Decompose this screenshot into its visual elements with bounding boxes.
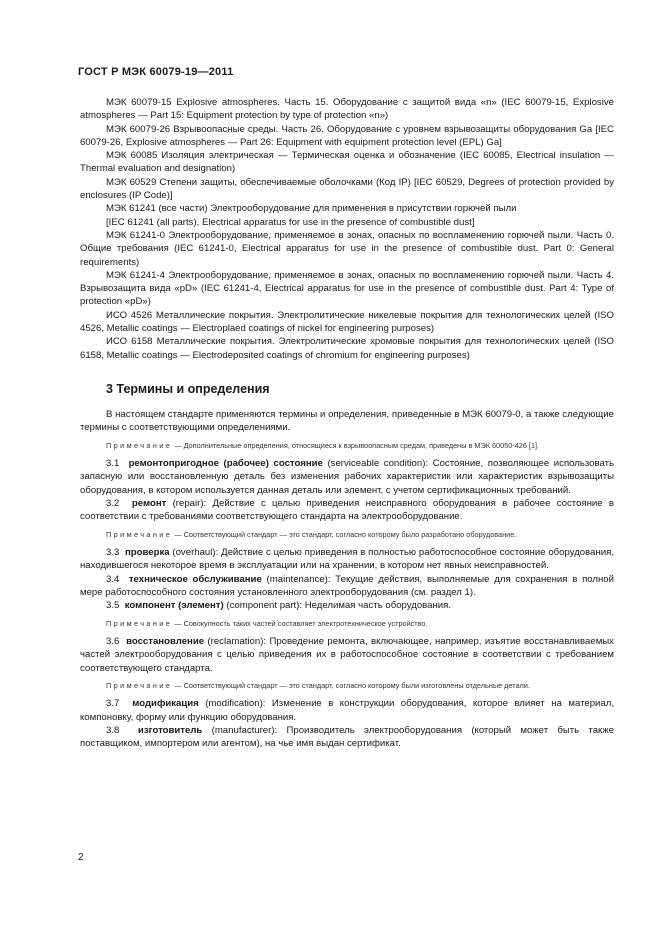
reference-iec-60529: МЭК 60529 Степени защиты, обеспечиваемые оболочками (Код IP) [IEC 60529, Degrees of protection provided by enclosures (IP Code)] [80, 176, 614, 202]
term-3-7: 3.7 модификация (modification): Изменение в конструкции оборудования, которое влияет на материал, компоновку, форму или функцию оборудования. [80, 698, 614, 723]
term-3-3: 3.3 проверка (overhaul): Действие с целью приведения в полностью работоспособное состояние оборудования, находившегося некоторое время в эксплуатации или на хранении, в котором нет явных неисправностей. [80, 547, 614, 572]
term-3-8-title: изготовитель [137, 724, 203, 736]
page-number: 2 [78, 852, 84, 863]
reference-iec-60079-26: МЭК 60079-26 Взрывоопасные среды. Часть 26. Оборудование с уровнем взрывозащиты оборудования Ga [IEC 60079-26, Explosive atmospheres — Part 26: Equipment with equipment protection level (EPL) Ga] [80, 123, 614, 148]
section-intro: В настоящем стандарте применяются термины и определения, приведенные в МЭК 60079-0, а также следующие термины с соответствующими определениями. [80, 408, 614, 434]
reference-iso-4526: ИСО 4526 Металлические покрытия. Электролитические никелевые покрытия для технологических целей (ISO 4526, Metallic coatings — Electroplaed coatings of nickel for engineering purposes) [80, 309, 614, 335]
term-3-5: 3.5 компонент (элемент) (component part): Неделимая часть оборудования. [106, 600, 452, 612]
reference-iec-60079-15: МЭК 60079-15 Explosive atmospheres. Часть 15. Оборудование с защитой вида «n» (IEC 60079-15, Explosive atmospheres — Part 15: Equipment protection by type of protection «n») [80, 97, 614, 122]
term-3-4: 3.4 техническое обслуживание (maintenance): Текущие действия, выполняемые для сохранения в полной мере работоспособного состояния установленного электрооборудования (см. раздел 1). [80, 573, 614, 598]
reference-iec-61241: МЭК 61241 (все части) Электрооборудование для применения в присутствии горючей пыли [106, 203, 517, 215]
reference-iec-60085: МЭК 60085 Изоляция электрическая — Термическая оценка и обозначение (IEC 60085, Electrical insulation — Thermal evaluation and designation) [80, 150, 614, 175]
term-3-6-title: восстановление [126, 636, 205, 647]
section-heading: 3 Термины и определения [106, 381, 270, 396]
note-3-2: Примечание — Соответствующий стандарт — это стандарт, согласно которому было разработано оборудование. [106, 529, 517, 539]
reference-iec-61241-4: МЭК 61241-4 Электрооборудование, применяемое в зонах, опасных по воспламенению горючей пыли. Часть 4. Взрывозащита вида «pD» (IEC 61241-4, Electrical apparatus for use in the presence of combustible dust. Part 4: Type of protection «pD») [80, 269, 614, 308]
note-intro: Примечание — Дополнительные определения, относящиеся к взрывоопасным средам, приведены в МЭК 60050-426 [1]. [106, 440, 540, 450]
term-3-5-title: компонент (элемент) [124, 600, 224, 612]
note-label: Примечание [106, 440, 173, 450]
term-3-2: 3.2 ремонт (repair): Действие с целью приведения неисправного оборудования в рабочее состояние в соответствии с требованиями соответствующего стандарта на электрооборудование. [80, 497, 614, 523]
note-3-6: Примечание — Соответствующий стандарт — это стандарт, согласно которому были изготовлены отдельные детали. [106, 680, 530, 690]
term-3-3-title: проверка [124, 547, 170, 559]
note-3-5: Примечание — Совокупность таких частей составляет электротехническое устройство. [106, 618, 428, 628]
page-content [80, 96, 614, 751]
term-3-1: 3.1 ремонтопригодное (рабочее) состояние (serviceable condition): Состояние, позволяющее использовать запасную или восстановленную деталь без изменения рабочих характеристик или характеристик взрывозащиты оборудования, в котором используется данная деталь или элемент, с учетом сертификационных требований. [80, 458, 614, 496]
reference-iec-61241-en: [IEC 61241 (all parts), Electrical apparatus for use in the presence of combustible dust] [106, 216, 475, 228]
term-3-2-title: ремонт [131, 497, 167, 509]
reference-iso-6158: ИСО 6158 Металлические покрытия. Электролитические хромовые покрытия для технологических целей (ISO 6158, Metallic coatings — Electrodeposited coatings of chromium for engineering purposes) [80, 336, 614, 361]
term-3-1-title: ремонтопригодное (рабочее) состояние [128, 458, 323, 470]
term-3-7-title: модификация [132, 698, 199, 710]
document-header: ГОСТ Р МЭК 60079-19—2011 [78, 66, 234, 78]
term-3-8: 3.8 изготовитель (manufacturer): Производитель электрооборудования (который может быть также поставщиком, импортером или агентом), на чье имя выдан сертификат. [80, 724, 615, 750]
term-3-6: 3.6 восстановление (reclamation): Проведение ремонта, включающее, например, изъятие восстанавливаемых частей электрооборудования с целью приведения их в работоспособное состояние в соответствии с требованием соответствующего стандарта. [80, 636, 614, 674]
reference-iec-61241-0: МЭК 61241-0 Электрооборудование, применяемое в зонах, опасных по воспламенению горючей пыли. Часть 0. Общие требования (IEC 61241-0, Electrical apparatus for use in the presence of combustible dust. Part 0: General requirements) [80, 229, 614, 268]
term-3-4-title: техническое обслуживание [128, 573, 262, 585]
